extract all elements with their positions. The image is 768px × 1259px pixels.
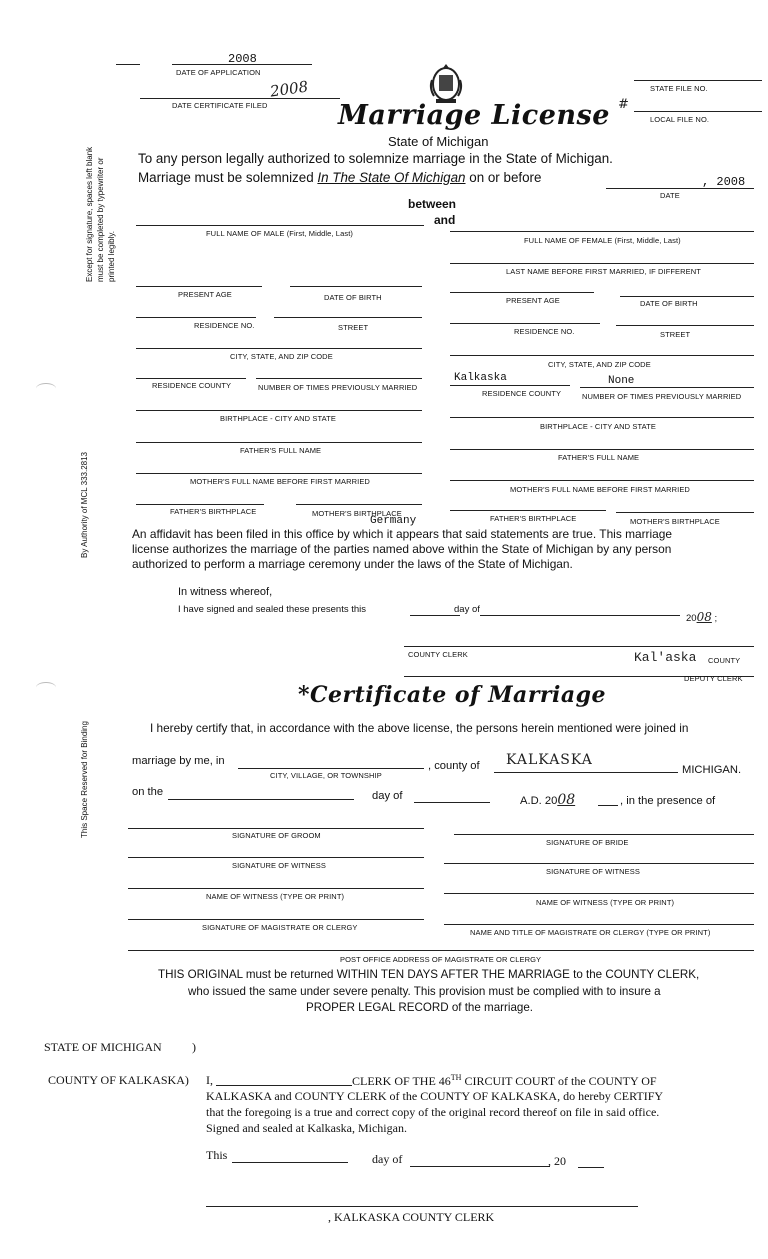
cert-this: This: [206, 1148, 228, 1162]
side-note-line: printed legibly.: [107, 231, 116, 282]
certify-line: I hereby certify that, in accordance with the above license, the persons herein mentioned were joined in: [150, 721, 689, 735]
female-father-label: FATHER'S FULL NAME: [558, 453, 640, 462]
license-title: Marriage License: [338, 100, 610, 131]
marriage-by-label: marriage by me, in: [132, 755, 225, 767]
witness-year-hw: 08: [696, 610, 712, 624]
cert-day-of: day of: [372, 1152, 403, 1166]
female-times-married-label: NUMBER OF TIMES PREVIOUSLY MARRIED: [582, 392, 742, 401]
intro-text: on or before: [469, 170, 542, 185]
female-street-label: STREET: [660, 330, 691, 339]
female-residence-no-label: RESIDENCE NO.: [514, 327, 575, 336]
witness-heading: In witness whereof,: [178, 586, 273, 598]
female-times-married-value: None: [608, 375, 635, 387]
name-witness1-label: NAME OF WITNESS (TYPE OR PRINT): [206, 892, 345, 901]
between-label: between: [408, 197, 457, 211]
cert-line-1-sup: TH: [450, 1073, 462, 1082]
female-city-label: CITY, STATE, AND ZIP CODE: [548, 360, 651, 369]
side-note-binding: This Space Reserved for Binding: [80, 721, 89, 838]
male-mother-birthplace-value: Germany: [370, 515, 417, 527]
local-file-hash: #: [618, 97, 629, 112]
sig-bride-label: SIGNATURE OF BRIDE: [546, 838, 629, 847]
cert-line-4: Signed and sealed at Kalkaska, Michigan.: [206, 1121, 407, 1135]
male-street-label: STREET: [338, 323, 369, 332]
return-line-1: THIS ORIGINAL must be returned WITHIN TEN DAYS AFTER THE MARRIAGE to the COUNTY CLERK,: [158, 968, 700, 981]
male-city-label: CITY, STATE, AND ZIP CODE: [230, 352, 333, 361]
female-mother-birthplace-label: MOTHER'S BIRTHPLACE: [630, 517, 720, 526]
female-county-value: Kalkaska: [454, 372, 507, 384]
michigan-label: MICHIGAN.: [682, 764, 742, 776]
female-mother-label: MOTHER'S FULL NAME BEFORE FIRST MARRIED: [510, 485, 690, 494]
female-full-name-label: FULL NAME OF FEMALE (First, Middle, Last): [524, 236, 681, 245]
side-note-line: must be completed by typewriter or: [96, 157, 105, 282]
witness-text: [178, 604, 366, 615]
clerk-county-hw: Kal'aska: [634, 650, 697, 665]
cert-i: I,: [206, 1073, 213, 1087]
state-subtitle: State of Michigan: [388, 134, 489, 149]
female-father-birthplace-label: FATHER'S BIRTHPLACE: [490, 514, 577, 523]
cert-line-1a: CLERK OF THE 46: [352, 1074, 451, 1088]
date-label: DATE: [660, 191, 680, 200]
cert-paren: ): [192, 1040, 196, 1054]
local-file-no-label: LOCAL FILE NO.: [650, 115, 710, 124]
male-father-label: FATHER'S FULL NAME: [240, 446, 322, 455]
name-witness2-label: NAME OF WITNESS (TYPE OR PRINT): [536, 898, 675, 907]
deputy-clerk-label: DEPUTY CLERK: [684, 674, 743, 683]
and-label: and: [434, 213, 456, 227]
county-hw: KALKASKA: [506, 752, 593, 768]
post-office-label: POST OFFICE ADDRESS OF MAGISTRATE OR CLERGY: [340, 955, 542, 964]
certificate-filed-hw: 2008: [268, 77, 310, 101]
affidavit-line-2: license authorizes the marriage of the parties named above within the State of Michigan by any person: [132, 542, 672, 556]
cert-line-2: KALKASKA and COUNTY CLERK of the COUNTY OF KALKASKA, do hereby CERTIFY: [206, 1089, 664, 1103]
affidavit-line-1: An affidavit has been filed in this office by which it appears that said statements are true. This marriage: [132, 527, 672, 541]
punch-mark: [36, 682, 56, 693]
ad-prefix: A.D. 20: [520, 795, 558, 807]
city-village-label: CITY, VILLAGE, OR TOWNSHIP: [270, 771, 382, 780]
intro-line-1: To any person legally authorized to solemnize marriage in the State of Michigan.: [138, 151, 613, 166]
county-label: COUNTY: [708, 656, 741, 665]
intro-text: Marriage must be solemnized: [138, 170, 314, 185]
on-the-label: on the: [132, 786, 164, 798]
male-residence-no-label: RESIDENCE NO.: [194, 321, 255, 330]
application-year: 2008: [228, 52, 257, 66]
sig-witness2-label: SIGNATURE OF WITNESS: [546, 867, 640, 876]
date-of-application-label: DATE OF APPLICATION: [176, 68, 261, 77]
intro-line-2: [138, 170, 541, 185]
witness-text-part: I have signed and sealed these presents this: [178, 604, 367, 615]
male-birthplace-label: BIRTHPLACE - CITY AND STATE: [220, 414, 336, 423]
certificate-title: *Certificate of Marriage: [298, 682, 606, 708]
presence-label: , in the presence of: [620, 795, 716, 807]
cert-year: , 20: [548, 1154, 566, 1168]
witness-year: 2008 ;: [686, 610, 718, 624]
male-mother-birthplace-label: MOTHER'S BIRTHPLACE: [312, 509, 402, 518]
female-county-label: RESIDENCE COUNTY: [482, 389, 562, 398]
date-certificate-filed-label: DATE CERTIFICATE FILED: [172, 101, 268, 110]
male-father-birthplace-label: FATHER'S BIRTHPLACE: [170, 507, 257, 516]
sig-magistrate-label: SIGNATURE OF MAGISTRATE OR CLERGY: [202, 923, 358, 932]
female-age-label: PRESENT AGE: [506, 296, 560, 305]
female-dob-label: DATE OF BIRTH: [640, 299, 698, 308]
side-note-line: Except for signature, spaces left blank: [85, 146, 94, 282]
county-clerk-label: COUNTY CLERK: [408, 650, 468, 659]
day-of-label: day of: [372, 790, 403, 802]
cert-line-3: that the foregoing is a true and correct copy of the original record thereof on file in said office.: [206, 1105, 660, 1119]
state-file-no-label: STATE FILE NO.: [650, 84, 708, 93]
side-note-blank-spaces: [84, 147, 117, 282]
cert-line-1: [352, 1073, 657, 1089]
male-county-label: RESIDENCE COUNTY: [152, 381, 232, 390]
name-title-magistrate-label: NAME AND TITLE OF MAGISTRATE OR CLERGY (TYPE OR PRINT): [470, 928, 711, 937]
return-line-3: PROPER LEGAL RECORD of the marriage.: [306, 1001, 534, 1014]
sig-witness1-label: SIGNATURE OF WITNESS: [232, 861, 326, 870]
sig-groom-label: SIGNATURE OF GROOM: [232, 831, 321, 840]
cert-clerk: , KALKASKA COUNTY CLERK: [328, 1210, 495, 1224]
ad-year-hw: 08: [557, 792, 576, 808]
cert-state: STATE OF MICHIGAN: [44, 1040, 162, 1054]
female-last-name-label: LAST NAME BEFORE FIRST MARRIED, IF DIFFERENT: [506, 267, 701, 276]
intro-emphasis: In The State Of Michigan: [317, 170, 466, 185]
witness-year-prefix: 20: [686, 613, 697, 624]
female-birthplace-label: BIRTHPLACE - CITY AND STATE: [540, 422, 656, 431]
male-dob-label: DATE OF BIRTH: [324, 293, 382, 302]
county-of-label: , county of: [428, 760, 480, 772]
affidavit-line-3: authorized to perform a marriage ceremony under the laws of the State of Michigan.: [132, 557, 573, 571]
return-line-2: who issued the same under severe penalty. This provision must be complied with to insure a: [188, 985, 661, 998]
male-times-married-label: NUMBER OF TIMES PREVIOUSLY MARRIED: [258, 383, 418, 392]
cert-county: COUNTY OF KALKASKA): [48, 1073, 189, 1087]
cert-line-1b: CIRCUIT COURT of the COUNTY OF: [461, 1074, 657, 1088]
male-mother-label: MOTHER'S FULL NAME BEFORE FIRST MARRIED: [190, 477, 370, 486]
male-full-name-label: FULL NAME OF MALE (First, Middle, Last): [206, 229, 353, 238]
witness-day-of: day of: [454, 604, 480, 615]
ad-label: [520, 792, 575, 808]
before-year: , 2008: [702, 175, 746, 189]
male-age-label: PRESENT AGE: [178, 290, 232, 299]
side-note-authority: By Authority of MCL 333.2813: [80, 452, 89, 558]
punch-mark: [36, 383, 56, 394]
